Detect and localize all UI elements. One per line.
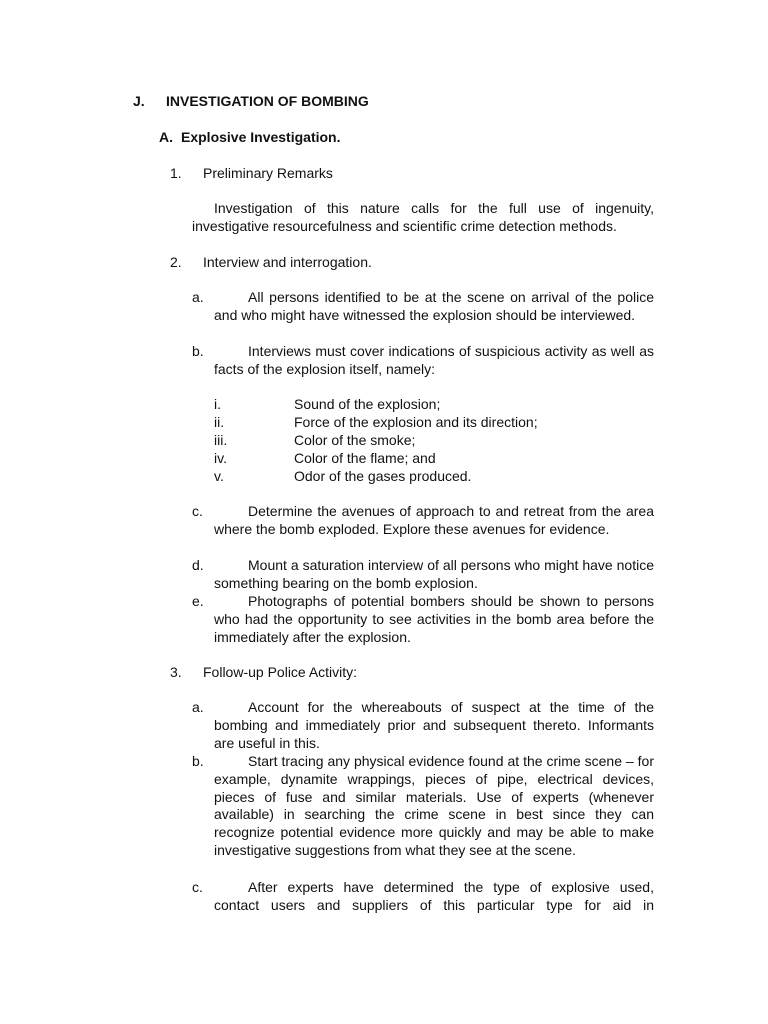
item-1-title: Preliminary Remarks [203, 165, 333, 181]
item-label: d. [192, 557, 204, 573]
section-title: INVESTIGATION OF BOMBING [166, 93, 369, 109]
item-label: b. [192, 343, 204, 359]
section-heading [133, 93, 369, 111]
item-text: Photographs of potential bombers should be shown to persons who had the opportunity to see activities in the bomb area before the immediately after the explosion. [214, 593, 654, 645]
subsection-heading [159, 129, 341, 147]
item-2-title: Interview and interrogation. [203, 254, 372, 270]
item-1-heading [170, 165, 333, 183]
item-label: a. [192, 699, 204, 715]
item-text: Start tracing any physical evidence found at the crime scene – for example, dynamite wrappings, pieces of pipe, electrical devices, pieces of fuse and similar materials. Use of experts (whenever available) in searching the crime scene in best since they can recognize potential evidence more quickly and may be able to make investigative suggestions from what they see at the scene. [214, 753, 654, 858]
item-text: Determine the avenues of approach to and retreat from the area where the bomb exploded. Explore these avenues for evidence. [214, 503, 654, 537]
item-label: a. [192, 289, 204, 305]
item-text: Account for the whereabouts of suspect at the time of the bombing and immediately prior and subsequent thereto. Informants are useful in this. [214, 699, 654, 751]
item-label: c. [192, 503, 203, 519]
item-3-heading [170, 664, 357, 682]
item-2-heading [170, 254, 372, 272]
item-1-number: 1. [170, 165, 182, 181]
item-label: c. [192, 879, 203, 895]
item-text: After experts have determined the type of explosive used, contact users and suppliers of this particular type for aid in [214, 879, 654, 913]
section-letter: J. [133, 93, 145, 109]
subsection-title: Explosive Investigation. [181, 129, 341, 145]
subsection-label: A. [159, 129, 173, 145]
item-3-number: 3. [170, 664, 182, 680]
item-text: Interviews must cover indications of suspicious activity as well as facts of the explosion itself, namely: [214, 343, 654, 377]
item-3-title: Follow-up Police Activity: [203, 664, 358, 680]
item-2-number: 2. [170, 254, 182, 270]
document-page: J. INVESTIGATION OF BOMBING A. Explosive Investigation. 1. Preliminary Remarks Investigation of this nature calls for the full use of ingenuity, investigative resourcefulness and scientific crime detection methods. 2. Interview and interrogation. a. All persons identified to be at the scene on arrival of the police and who might have witnessed the explosion should be interviewed. b. Interviews must cover indications of suspicious activity as well as facts of the explosion itself, namely: i. Sound of the explosion; ii. Force of the explosion and its direction; iii. Color of the smoke; iv. Color of the flame; and v. Odor of the gases produced. c. Determine the avenues of approach to and retreat from the area where the bomb exploded. Explore these avenues for evidence. d. Mount a saturation interview of all persons who might have notice something bearing on the bomb explosion. e. Photographs of potential bombers should be shown to persons who had the opportunity to see activities in the bomb area before the immediately after the explosion. 3. Follow-up Police Activity: a. Account for the whereabouts of suspect at the time of the bombing and immediately prior and subsequent thereto. Informants are useful in this. b. Start tracing any physical evidence found at the crime scene – for example, dynamite wrappings, pieces of pipe, electrical devices, pieces of fuse and similar materials. Use of experts (whenever available) in searching the crime scene in best since they can recognize potential evidence more quickly and may be able to make investigative suggestions from what they see at the scene. c. After experts have determined the type of explosive used, contact users and suppliers of this particular type for aid in [133, 93, 654, 913]
item-label: b. [192, 753, 204, 769]
item-text: All persons identified to be at the scene on arrival of the police and who might have witnessed the explosion should be interviewed. [214, 289, 654, 323]
item-1-paragraph: Investigation of this nature calls for the full use of ingenuity, investigative resourcefulness and scientific crime detection methods. [192, 200, 654, 234]
item-text: Mount a saturation interview of all persons who might have notice something bearing on the bomb explosion. [214, 557, 654, 591]
item-label: e. [192, 593, 204, 609]
